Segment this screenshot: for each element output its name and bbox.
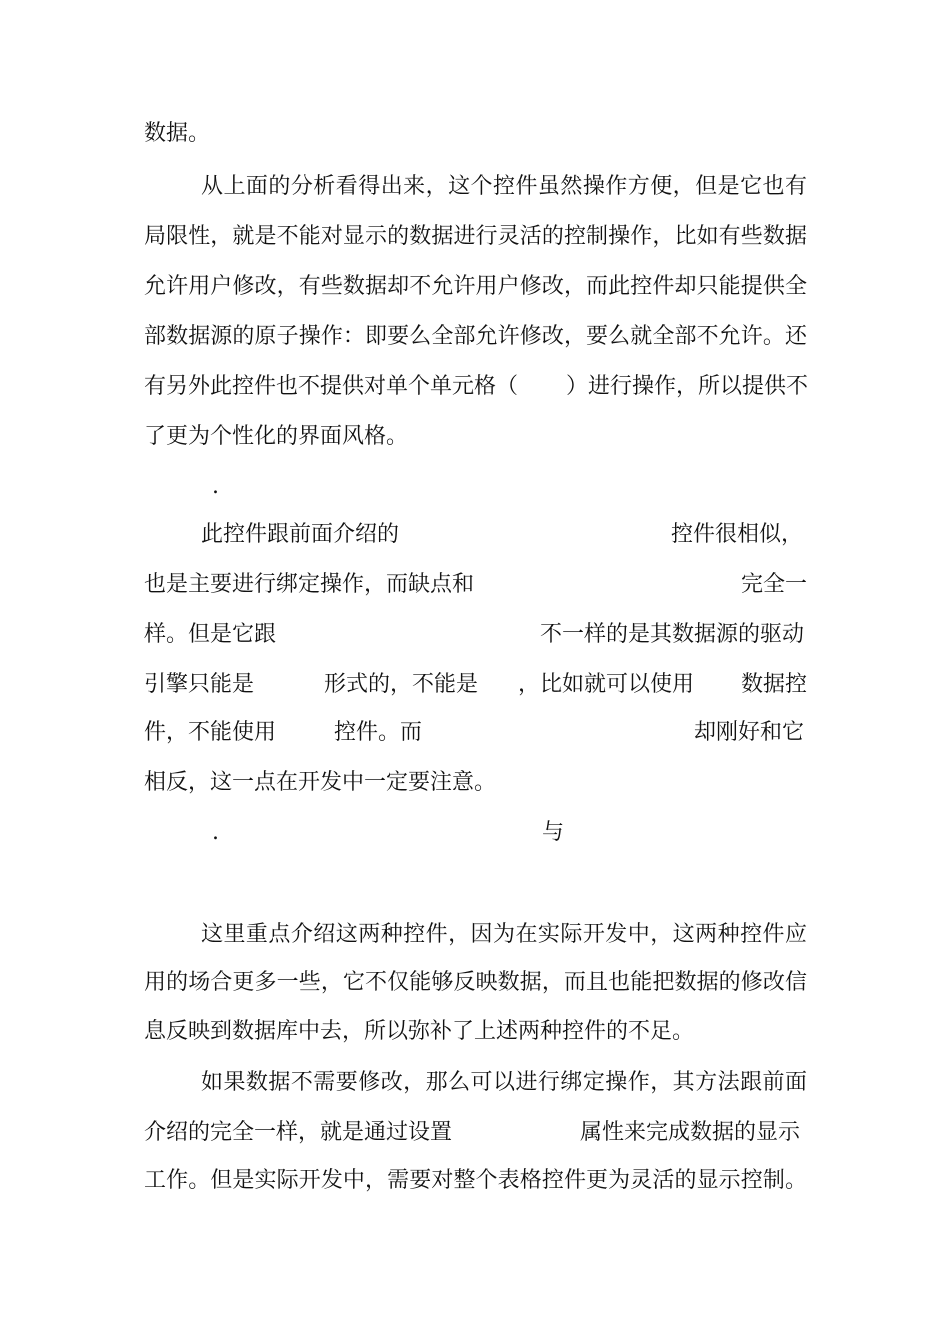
text-line: [144, 618, 807, 652]
text-segment: 件，不能使用: [144, 720, 277, 745]
text-segment: 控件很相似，: [671, 522, 804, 547]
text-segment: 相反，这一点在开发中一定要注意。: [144, 770, 497, 795]
text-segment: 属性来完成数据的显示: [580, 1120, 801, 1145]
text-line: 局限性，就是不能对显示的数据进行灵活的控制操作，比如有些数据: [144, 224, 807, 249]
text-segment: 完全一: [741, 572, 808, 597]
text-line: 用的场合更多一些，它不仅能够反映数据，而且也能把数据的修改信: [144, 970, 807, 995]
text-line: [201, 518, 807, 552]
text-line: 如果数据不需要修改，那么可以进行绑定操作，其方法跟前面: [201, 1070, 807, 1095]
text-line: 工作。但是实际开发中，需要对整个表格控件更为灵活的显示控制。: [144, 1168, 807, 1193]
text-line: 从上面的分析看得出来，这个控件虽然操作方便，但是它也有: [201, 174, 807, 199]
text-line: [144, 668, 807, 702]
text-segment: 介绍的完全一样，就是通过设置: [144, 1120, 453, 1145]
text-line: 允许用户修改，有些数据却不允许用户修改，而此控件却只能提供全: [144, 274, 807, 299]
text-line: [144, 370, 807, 404]
text-segment: 此控件跟前面介绍的: [201, 522, 400, 547]
section-heading: [212, 816, 572, 850]
text-line: [144, 568, 807, 602]
section-dot: .: [212, 474, 219, 499]
text-line: 这里重点介绍这两种控件，因为在实际开发中，这两种控件应: [201, 922, 807, 947]
text-segment: 控件。而: [334, 720, 423, 745]
text-segment: 形式的，不能是: [324, 672, 479, 697]
heading-connector: 与: [542, 820, 565, 845]
text-segment: 却刚好和它: [694, 720, 805, 745]
text-line: [144, 1116, 807, 1150]
text-segment: 数据控: [741, 672, 808, 697]
text-segment: ，比如就可以使用: [518, 672, 695, 697]
text-line: [144, 716, 807, 750]
text-segment: 息反映到数据库中去，所以弥补了上述两种控件的不足。: [144, 1019, 695, 1044]
section-dot: .: [212, 820, 219, 845]
text-segment: 有另外此控件也不提供对单个单元格（: [144, 374, 519, 399]
text-segment: 样。但是它跟: [144, 622, 277, 647]
text-segment: 了更为个性化的界面风格。: [144, 424, 409, 449]
text-segment: 数据。: [144, 121, 211, 146]
text-segment: 不一样的是其数据源的驱动: [540, 622, 805, 647]
text-segment: 引擎只能是: [144, 672, 255, 697]
text-segment: ）进行操作，所以提供不: [566, 374, 809, 399]
text-line: 部数据源的原子操作：即要么全部允许修改，要么就全部不允许。还: [144, 324, 807, 349]
text-segment: 也是主要进行绑定操作，而缺点和: [144, 572, 475, 597]
